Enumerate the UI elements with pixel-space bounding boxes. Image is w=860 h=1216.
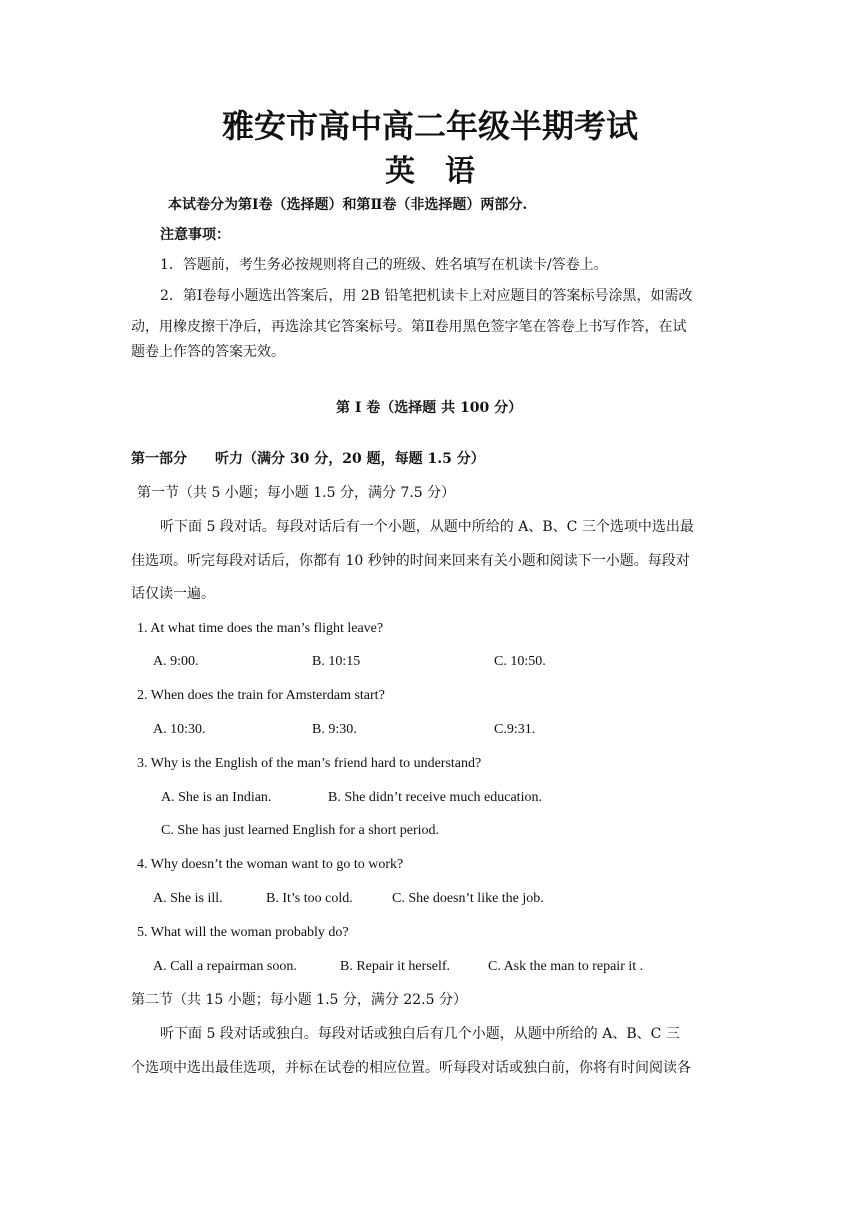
question-4-option-b: B. It’s too cold.: [266, 891, 353, 906]
section-1-instruction-line-3: 话仅读一遍。: [131, 586, 215, 602]
section-1-heading: 第一节（共 5 小题；每小题 1.5 分，满分 7.5 分）: [137, 485, 456, 501]
question-5-stem: 5. What will the woman probably do?: [137, 925, 349, 940]
question-4-stem: 4. Why doesn’t the woman want to go to work?: [137, 857, 404, 872]
question-5-option-c: C. Ask the man to repair it .: [488, 959, 644, 974]
question-5-option-a: A. Call a repairman soon.: [153, 959, 297, 974]
question-1-stem: 1. At what time does the man’s flight leave?: [137, 621, 384, 636]
question-2-option-b: B. 9:30.: [312, 722, 357, 737]
notes-item-2-line-2: 动，用橡皮擦干净后，再选涂其它答案标号。第Ⅱ卷用黑色签字笔在答卷上书写作答，在试: [131, 319, 687, 335]
volume-1-heading: 第 I 卷（选择题 共 100 分）: [336, 400, 523, 416]
question-4-option-c: C. She doesn’t like the job.: [392, 891, 544, 906]
section-2-heading: 第二节（共 15 小题；每小题 1.5 分，满分 22.5 分）: [131, 992, 467, 1008]
notes-item-2-line-1: 2．第Ⅰ卷每小题选出答案后，用 2B 铅笔把机读卡上对应题目的答案标号涂黑，如需改: [160, 288, 693, 304]
exam-title: 雅安市高中高二年级半期考试: [221, 107, 638, 145]
question-1-option-a: A. 9:00.: [153, 654, 199, 669]
notes-item-1: 1．答题前，考生务必按规则将自己的班级、姓名填写在机读卡/答卷上。: [160, 257, 608, 273]
section-2-instruction-line-1: 听下面 5 段对话或独白。每段对话或独白后有几个小题，从题中所给的 A、B、C 三: [160, 1026, 680, 1042]
section-1-instruction-line-2: 佳选项。听完每段对话后，你都有 10 秒钟的时间来回来有关小题和阅读下一小题。每段对: [131, 553, 690, 569]
subject-title: 英 语: [385, 154, 475, 189]
part-1-heading: 第一部分 听力（满分 30 分，20 题，每题 1.5 分）: [131, 451, 485, 467]
question-1-option-b: B. 10:15: [312, 654, 361, 669]
question-3-option-b: B. She didn’t receive much education.: [328, 790, 542, 805]
question-3-option-a: A. She is an Indian.: [161, 790, 272, 805]
question-5-option-b: B. Repair it herself.: [340, 959, 451, 974]
question-3-stem: 3. Why is the English of the man’s friend hard to understand?: [137, 756, 482, 771]
notes-item-2-line-3: 题卷上作答的答案无效。: [131, 344, 285, 360]
question-2-option-c: C.9:31.: [494, 722, 536, 737]
section-2-instruction-line-2: 个选项中选出最佳选项，并标在试卷的相应位置。听每段对话或独白前，你将有时间阅读各: [131, 1060, 691, 1076]
exam-intro: 本试卷分为第Ⅰ卷（选择题）和第Ⅱ卷（非选择题）两部分.: [168, 197, 528, 213]
question-2-option-a: A. 10:30.: [153, 722, 206, 737]
question-4-option-a: A. She is ill.: [153, 891, 223, 906]
section-1-instruction-line-1: 听下面 5 段对话。每段对话后有一个小题，从题中所给的 A、B、C 三个选项中选出最: [160, 519, 694, 535]
question-3-option-c: C. She has just learned English for a short period.: [161, 823, 440, 838]
notes-heading: 注意事项：: [160, 227, 230, 243]
question-1-option-c: C. 10:50.: [494, 654, 546, 669]
question-2-stem: 2. When does the train for Amsterdam start?: [137, 688, 385, 703]
